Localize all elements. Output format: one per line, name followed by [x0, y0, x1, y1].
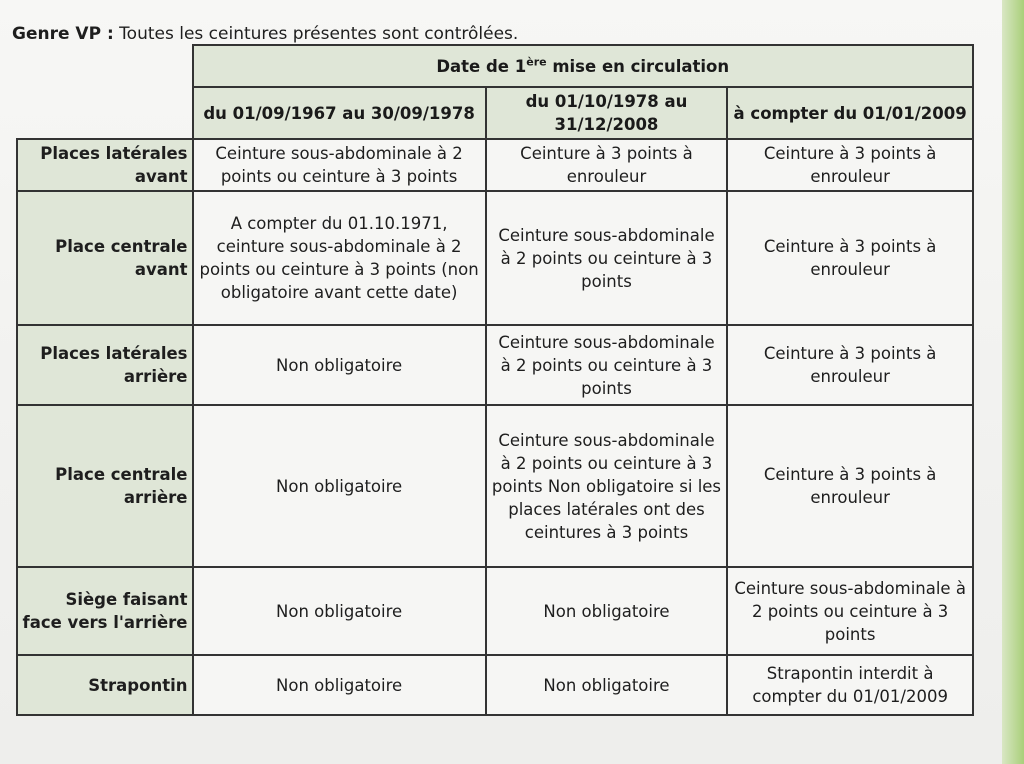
table-row	[17, 405, 973, 567]
column-header: à compter du 01/01/2009	[727, 87, 973, 139]
row-header: Places latérales avant	[17, 139, 193, 191]
group-header-row	[17, 45, 973, 87]
row-header: Places latérales arrière	[17, 325, 193, 405]
table-row	[17, 325, 973, 405]
row-header: Place centrale arrière	[17, 405, 193, 567]
heading-lead: Genre VP :	[12, 24, 114, 44]
row-header: Place centrale avant	[17, 191, 193, 325]
table-row	[17, 139, 973, 191]
table-row	[17, 567, 973, 655]
corner-blank	[17, 45, 193, 87]
column-header-row	[17, 87, 973, 139]
superscript: ère	[526, 55, 547, 68]
group-header: Date de 1ère mise en circulation	[193, 45, 974, 87]
table-cell: Non obligatoire	[193, 655, 486, 715]
table-cell: Non obligatoire	[193, 567, 486, 655]
table-cell: Ceinture à 3 points à enrouleur	[486, 139, 728, 191]
table-cell: Ceinture à 3 points à enrouleur	[727, 325, 973, 405]
seatbelt-table	[16, 44, 974, 716]
table-cell: Ceinture sous-abdominale à 2 points ou ceinture à 3 points	[727, 567, 973, 655]
table-cell: Strapontin interdit à compter du 01/01/2009	[727, 655, 973, 715]
table-cell: Non obligatoire	[193, 405, 486, 567]
table-row	[17, 655, 973, 715]
row-header: Siège faisant face vers l'arrière	[17, 567, 193, 655]
column-header: du 01/10/1978 au 31/12/2008	[486, 87, 728, 139]
table-cell: Non obligatoire	[486, 655, 728, 715]
corner-blank-2	[17, 87, 193, 139]
table-cell: A compter du 01.10.1971, ceinture sous-abdominale à 2 points ou ceinture à 3 points (non obligatoire avant cette date)	[193, 191, 486, 325]
table-cell: Ceinture à 3 points à enrouleur	[727, 191, 973, 325]
table-cell: Ceinture sous-abdominale à 2 points ou ceinture à 3 points	[193, 139, 486, 191]
green-page-edge	[1002, 0, 1024, 764]
page-heading	[12, 22, 518, 46]
table-cell: Ceinture sous-abdominale à 2 points ou ceinture à 3 points	[486, 191, 728, 325]
table-cell: Non obligatoire	[486, 567, 728, 655]
heading-text: Toutes les ceintures présentes sont contrôlées.	[113, 24, 519, 44]
table-cell: Ceinture sous-abdominale à 2 points ou ceinture à 3 points Non obligatoire si les places latérales ont des ceintures à 3 points	[486, 405, 728, 567]
row-header: Strapontin	[17, 655, 193, 715]
column-header: du 01/09/1967 au 30/09/1978	[193, 87, 486, 139]
table-cell: Ceinture à 3 points à enrouleur	[727, 139, 973, 191]
table-cell: Ceinture sous-abdominale à 2 points ou ceinture à 3 points	[486, 325, 728, 405]
table-row	[17, 191, 973, 325]
table-cell: Non obligatoire	[193, 325, 486, 405]
table-cell: Ceinture à 3 points à enrouleur	[727, 405, 973, 567]
